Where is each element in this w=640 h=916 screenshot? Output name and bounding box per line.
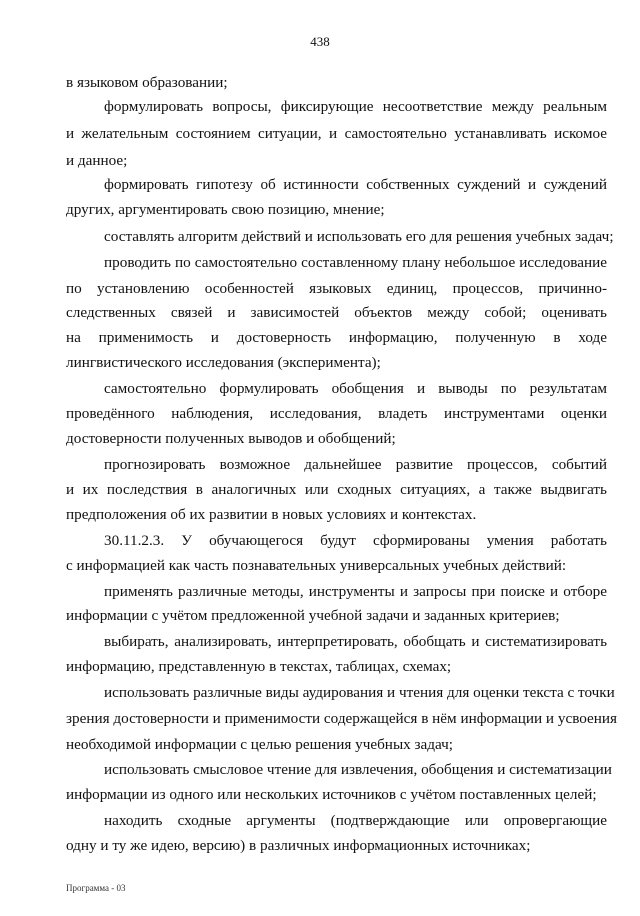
text-line: следственных связей и зависимостей объектов между собой; оценивать bbox=[66, 304, 607, 321]
text-line: самостоятельно формулировать обобщения и выводы по результатам bbox=[104, 380, 607, 397]
text-line: прогнозировать возможное дальнейшее развитие процессов, событий bbox=[104, 456, 607, 473]
text-line: в языковом образовании; bbox=[66, 74, 228, 91]
text-line: и их последствия в аналогичных или сходных ситуациях, а также выдвигать bbox=[66, 481, 607, 498]
text-line: находить сходные аргументы (подтверждающие или опровергающие bbox=[104, 812, 607, 829]
text-line: и данное; bbox=[66, 152, 128, 169]
text-line: выбирать, анализировать, интерпретировать, обобщать и систематизировать bbox=[104, 633, 607, 650]
text-line: одну и ту же идею, версию) в различных информационных источниках; bbox=[66, 837, 531, 854]
text-line: с информацией как часть познавательных универсальных учебных действий: bbox=[66, 557, 567, 574]
text-line: информации с учётом предложенной учебной задачи и заданных критериев; bbox=[66, 607, 560, 624]
text-line: других, аргументировать свою позицию, мнение; bbox=[66, 201, 385, 218]
text-line: проводить по самостоятельно составленному плану небольшое исследование bbox=[104, 254, 607, 271]
page-number: 438 bbox=[310, 34, 330, 49]
page-footer: Программа - 03 bbox=[66, 883, 126, 893]
text-line: формировать гипотезу об истинности собственных суждений и суждений bbox=[104, 176, 607, 193]
text-line: предположения об их развитии в новых условиях и контекстах. bbox=[66, 506, 477, 523]
text-line: информации из одного или нескольких источников с учётом поставленных целей; bbox=[66, 786, 597, 803]
text-line: 30.11.2.3. У обучающегося будут сформированы умения работать bbox=[104, 532, 607, 549]
text-line: лингвистического исследования (эксперимента); bbox=[66, 354, 381, 371]
text-line: информацию, представленную в текстах, таблицах, схемах; bbox=[66, 658, 452, 675]
text-line: использовать смысловое чтение для извлечения, обобщения и систематизации bbox=[104, 761, 612, 778]
text-line: использовать различные виды аудирования и чтения для оценки текста с точки bbox=[104, 684, 615, 701]
text-line: формулировать вопросы, фиксирующие несоответствие между реальным bbox=[104, 98, 607, 115]
text-line: составлять алгоритм действий и использовать его для решения учебных задач; bbox=[104, 228, 614, 245]
text-line: зрения достоверности и применимости содержащейся в нём информации и усвоения bbox=[66, 710, 618, 727]
text-line: на применимость и достоверность информацию, полученную в ходе bbox=[66, 329, 607, 346]
text-line: проведённого наблюдения, исследования, владеть инструментами оценки bbox=[66, 405, 607, 422]
text-line: и желательным состоянием ситуации, и самостоятельно устанавливать искомое bbox=[66, 125, 607, 142]
text-line: применять различные методы, инструменты и запросы при поиске и отборе bbox=[104, 583, 607, 600]
text-line: необходимой информации с целью решения учебных задач; bbox=[66, 736, 453, 753]
text-line: достоверности полученных выводов и обобщений; bbox=[66, 430, 396, 447]
text-line: по установлению особенностей языковых единиц, процессов, причинно- bbox=[66, 280, 607, 297]
